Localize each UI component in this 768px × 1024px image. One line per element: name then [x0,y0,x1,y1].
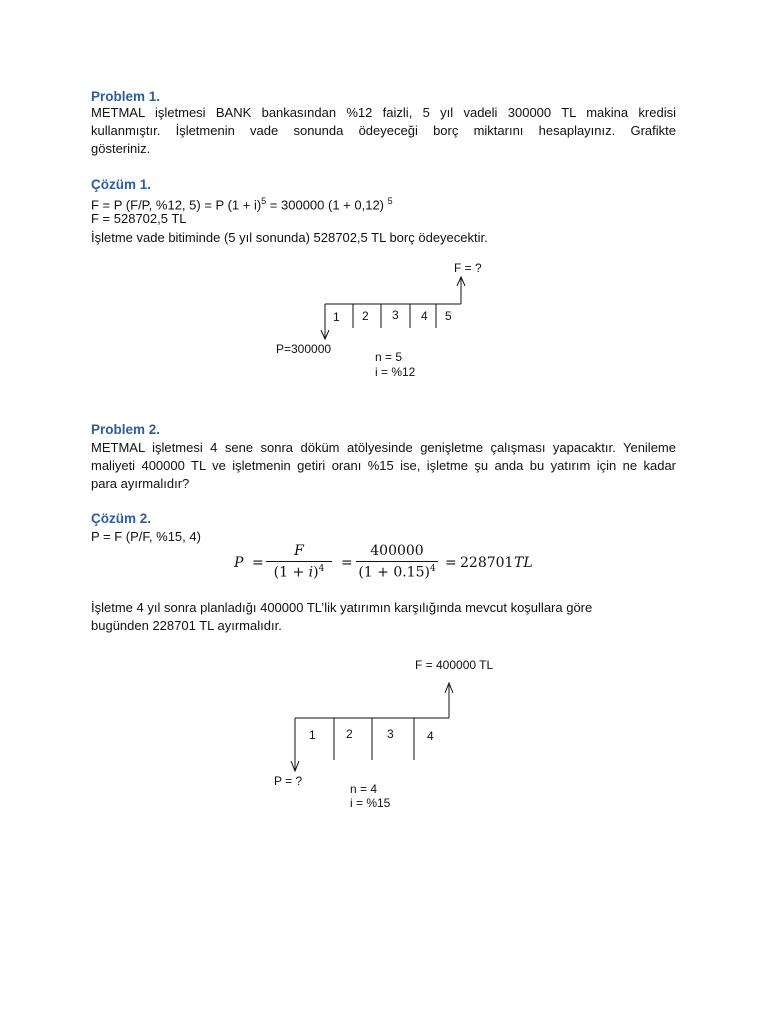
solution2-heading: Çözüm 2. [91,511,152,526]
period-label-2-4: 4 [427,729,434,743]
solution1-heading: Çözüm 1. [91,177,152,192]
solution2-equation1: P = F (P/F, %15, 4) [91,529,201,544]
eq2-fraction-1 [266,543,332,581]
eq2-den1-var: i [308,564,314,581]
period-label-2-1: 1 [309,728,316,742]
period-label-2-3: 3 [387,727,394,741]
problem2-line3: para ayırmalıdır? [91,476,190,491]
eq2-equals-1: = [252,555,264,571]
problem2-line1: METMAL işletmesi 4 sene sonra döküm atölyesinde genişletme çalışması yapacaktır. Yenileme [91,440,676,455]
eq2-denominator-1 [266,561,332,581]
problem1-line1: METMAL işletmesi BANK bankasından %12 faizli, 5 yıl vadeli 300000 TL makina kredisi [91,105,676,120]
eq2-equals-3: = [445,555,457,571]
eq2-den2-main: (1 + 0.15) [358,564,430,581]
solution1-equation2: F = 528702,5 TL [91,211,187,226]
problem1-line2: kullanmıştır. İşletmenin vade sonunda ödeyeceği borç miktarını hesaplayınız. Grafikte [91,123,676,138]
problem2-line2: maliyeti 400000 TL ve işletmenin getiri oranı %15 ise, işletme şu anda bu yatırım için ne kadar [91,458,676,473]
eq2-den1-main: (1 + [273,564,309,581]
eq2-den2-exponent: 4 [429,564,436,574]
eq2-lhs: P [234,555,244,571]
period-label-1-2: 2 [362,309,369,323]
eq1-exponent1: 5 [261,196,267,206]
present-label-2: P = ? [274,774,303,788]
eq2-denominator-2 [356,561,438,581]
future-label-1: F = ? [454,261,482,275]
solution2-conclusion-line2: bugünden 228701 TL ayırmalıdır. [91,618,282,633]
eq2-fraction-2 [356,543,438,581]
problem1-heading: Problem 1. [91,89,161,104]
solution1-conclusion: İşletme vade bitiminde (5 yıl sonunda) 528702,5 TL borç ödeyecektir. [91,230,488,245]
solution2-conclusion-line1: İşletme 4 yıl sonra planladığı 400000 TL’lik yatırımın karşılığında mevcut koşullara göre [91,600,593,615]
period-label-1-3: 3 [392,308,399,322]
eq2-result: 228701 [460,555,514,571]
eq2-den1-exponent: 4 [318,564,325,574]
problem1-line3: gösteriniz. [91,141,151,156]
period-label-1-4: 4 [421,309,428,323]
eq1-main: F = P (F/P, %12, 5) = P (1 + i) [91,197,262,213]
problem2-heading: Problem 2. [91,422,161,437]
i-label-2: i = %15 [350,796,391,810]
eq2-den1-close: ) [313,564,319,581]
eq2-equals-2: = [341,555,353,571]
period-label-1-5: 5 [445,309,452,323]
future-label-2: F = 400000 TL [415,658,494,672]
eq1-middle: = 300000 (1 + 0,12) [266,197,388,213]
eq2-unit: TL [514,555,533,571]
period-label-1-1: 1 [333,310,340,324]
eq2-numerator-1: F [294,543,304,559]
eq2-numerator-2: 400000 [370,543,424,559]
eq1-exponent2: 5 [387,196,393,206]
i-label-1: i = %12 [375,365,416,379]
n-label-1: n = 5 [375,350,403,364]
present-label-1: P=300000 [276,342,332,356]
solution2-fraction-equation [232,540,542,586]
n-label-2: n = 4 [350,782,378,796]
period-label-2-2: 2 [346,727,353,741]
